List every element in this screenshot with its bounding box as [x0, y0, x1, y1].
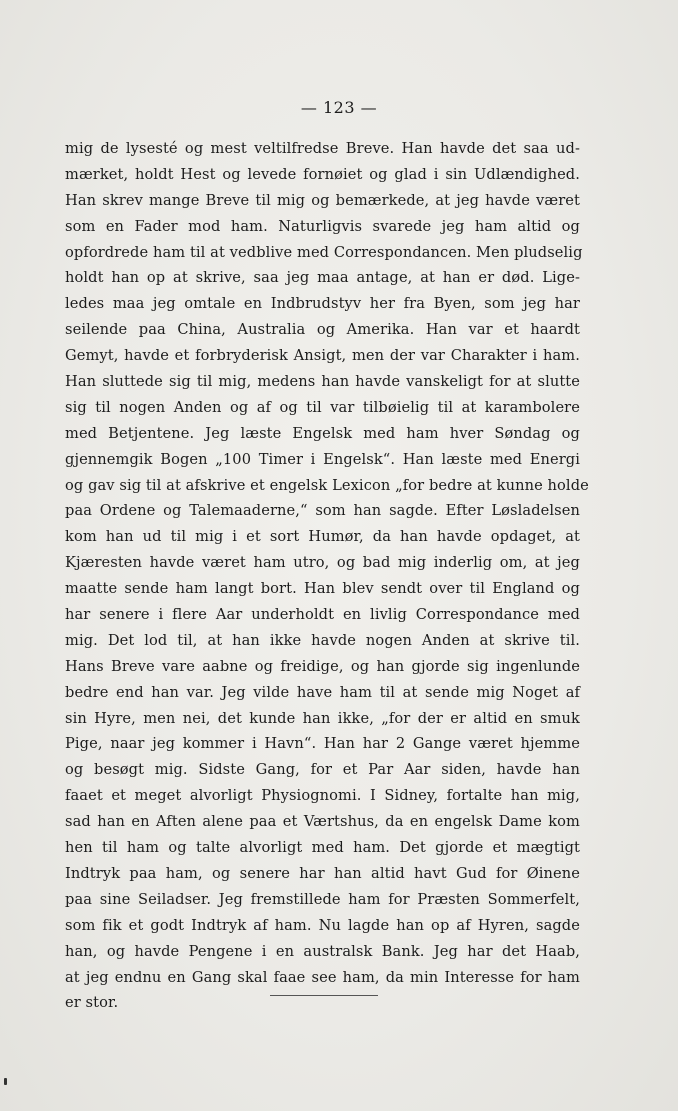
text-line: paa Ordene og Talemaaderne,“ som han sagde. Efter Løsladelsen: [65, 502, 580, 520]
text-line: Indtryk paa ham, og senere har han altid havt Gud for Øinene: [65, 864, 580, 882]
text-line: paa sine Seiladser. Jeg fremstillede ham for Præsten Sommerfelt,: [65, 890, 580, 908]
text-line: Han sluttede sig til mig, medens han havde vanskeligt for at slutte: [65, 373, 580, 391]
text-line: Kjæresten havde været ham utro, og bad mig inderlig om, at jeg: [65, 554, 580, 572]
text-line-last: er stor.: [65, 994, 119, 1012]
text-line: seilende paa China, Australia og Amerika. Han var et haardt: [65, 321, 580, 339]
text-line: hen til ham og talte alvorligt med ham. Det gjorde et mægtigt: [65, 839, 580, 857]
text-line: Gemyt, havde et forbryderisk Ansigt, men der var Charakter i ham.: [65, 347, 580, 365]
text-line: han, og havde Pengene i en australsk Bank. Jeg har det Haab,: [65, 942, 580, 960]
text-line: kom han ud til mig i et sort Humør, da han havde opdaget, at: [65, 528, 580, 546]
body-text: [65, 136, 589, 1016]
text-line: at jeg endnu en Gang skal faae see ham, da min Interesse for ham: [65, 968, 580, 986]
text-line: Pige, naar jeg kommer i Havn“. Han har 2 Gange været hjemme: [65, 735, 580, 753]
section-end-rule: [270, 995, 378, 996]
text-line: sin Hyre, men nei, det kunde han ikke, „for der er altid en smuk: [65, 709, 580, 727]
text-line: mig. Det lod til, at han ikke havde nogen Anden at skrive til.: [65, 631, 580, 649]
text-line: holdt han op at skrive, saa jeg maa antage, at han er død. Lige-: [65, 269, 580, 287]
text-line: og gav sig til at afskrive et engelsk Lexicon „for bedre at kunne holde: [65, 476, 589, 494]
text-line: faaet et meget alvorligt Physiognomi. I Sidney, fortalte han mig,: [65, 787, 580, 805]
text-line: og besøgt mig. Sidste Gang, for et Par Aar siden, havde han: [65, 761, 580, 779]
paper-speck: [4, 1078, 7, 1085]
text-line: sig til nogen Anden og af og til var tilbøielig til at karambolere: [65, 398, 580, 416]
text-line: Hans Breve vare aabne og freidige, og han gjorde sig ingenlunde: [65, 657, 580, 675]
text-line: bedre end han var. Jeg vilde have ham til at sende mig Noget af: [65, 683, 580, 701]
text-line: mig de lysesté og mest veltilfredse Breve. Han havde det saa ud-: [65, 140, 580, 157]
text-line: opfordrede ham til at vedblive med Correspondancen. Men pludselig: [65, 243, 583, 261]
text-line: med Betjentene. Jeg læste Engelsk med ham hver Søndag og: [65, 424, 580, 442]
text-line: som fik et godt Indtryk af ham. Nu lagde han op af Hyren, sagde: [65, 916, 580, 934]
text-line: Han skrev mange Breve til mig og bemærkede, at jeg havde været: [65, 191, 580, 209]
page-number: — 123 —: [300, 98, 378, 117]
text-line: mærket, holdt Hest og levede fornøiet og glad i sin Udlændighed.: [65, 165, 580, 183]
text-line: gjennemgik Bogen „100 Timer i Engelsk“. Han læste med Energi: [65, 450, 580, 468]
text-line: ledes maa jeg omtale en Indbrudstyv her fra Byen, som jeg har: [65, 295, 580, 313]
text-line: har senere i flere Aar underholdt en livlig Correspondance med: [65, 606, 580, 624]
text-line: som en Fader mod ham. Naturligvis svarede jeg ham altid og: [65, 217, 580, 235]
text-line: sad han en Aften alene paa et Værtshus, da en engelsk Dame kom: [65, 813, 580, 831]
text-line: maatte sende ham langt bort. Han blev sendt over til England og: [65, 580, 580, 598]
